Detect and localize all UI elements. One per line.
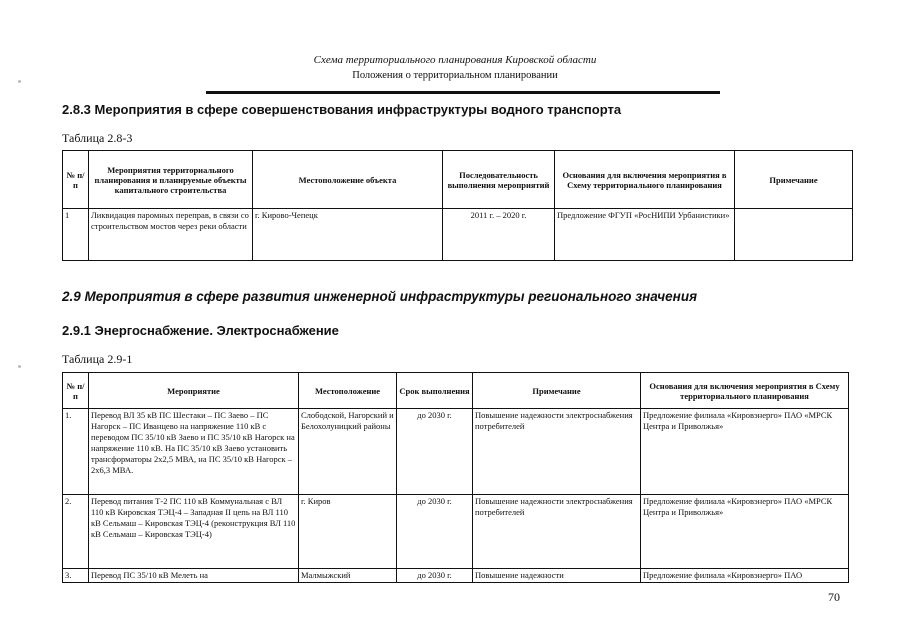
table-cell: Перевод ВЛ 35 кВ ПС Шестаки – ПС Заево – ПС Нагорск – ПС Иванцево на напряжение 110 кВ с переводом ПС 35/10 кВ Заево и ПС 35/10 кВ Нагорск на напряжение 110 кВ. На ПС 35/10 кВ Заево установить трансформаторы 2х2,5 МВА, на ПС 35/10 кВ Нагорск – 2х6,3 МВА.: [89, 409, 299, 495]
table-cell: до 2030 г.: [397, 495, 473, 569]
column-header: Мероприятие: [89, 373, 299, 409]
table-cell: г. Кирово-Чепецк: [253, 209, 443, 261]
scan-mark: [18, 80, 21, 83]
table-cell: Перевод ПС 35/10 кВ Мелеть на: [89, 569, 299, 583]
table-cell: Слободской, Нагорский и Белохолуницкий районы: [299, 409, 397, 495]
table-cell: Предложение филиала «Кировэнерго» ПАО «МРСК Центра и Приволжья»: [641, 409, 849, 495]
table-cell: Повышение надежности электроснабжения потребителей: [473, 409, 641, 495]
page-number: 70: [828, 590, 840, 604]
table-header-row: [63, 151, 853, 209]
table-header-row: [63, 373, 849, 409]
table-row: [63, 495, 849, 569]
table-cell: Предложение филиала «Кировэнерго» ПАО: [641, 569, 849, 583]
table-row: [63, 409, 849, 495]
table-cell: 3.: [63, 569, 89, 583]
table-2-9-1: [62, 372, 849, 583]
table-cell: Предложение филиала «Кировэнерго» ПАО «МРСК Центра и Приволжья»: [641, 495, 849, 569]
column-header: Последовательность выполнения мероприятий: [443, 151, 555, 209]
table-cell: Малмыжский: [299, 569, 397, 583]
document-subtitle: Положения о территориальном планировании: [352, 70, 558, 81]
table-cell: Повышение надежности электроснабжения потребителей: [473, 495, 641, 569]
table-cell: г. Киров: [299, 495, 397, 569]
table-cell: 2011 г. – 2020 г.: [443, 209, 555, 261]
table-cell: до 2030 г.: [397, 409, 473, 495]
table-row: [63, 209, 853, 261]
table-caption-2-8-3: Таблица 2.8-3: [62, 131, 133, 145]
section-heading-2-9: 2.9 Мероприятия в сфере развития инженерной инфраструктуры регионального значения: [62, 289, 698, 304]
scan-mark: [18, 365, 21, 368]
table-cell: 1.: [63, 409, 89, 495]
column-header: Местоположение объекта: [253, 151, 443, 209]
column-header: Основания для включения мероприятия в Схему территориального планирования: [641, 373, 849, 409]
column-header: Мероприятия территориального планирования и планируемые объекты капитального строительства: [89, 151, 253, 209]
table-cell: [735, 209, 853, 261]
column-header: Основания для включения мероприятия в Схему территориального планирования: [555, 151, 735, 209]
column-header: Срок выполнения: [397, 373, 473, 409]
table-cell: Предложение ФГУП «РосНИПИ Урбанистики»: [555, 209, 735, 261]
table-cell: Перевод питания Т-2 ПС 110 кВ Коммунальная с ВЛ 110 кВ Кировская ТЭЦ-4 – Западная II цепь на ВЛ 110 кВ Сельмаш – Кировская ТЭЦ-4 (реконструкция ВЛ 110 кВ Сельмаш – Кировская ТЭЦ-4): [89, 495, 299, 569]
section-heading-2-9-1: 2.9.1 Энергоснабжение. Электроснабжение: [62, 323, 339, 338]
table-cell: 1: [63, 209, 89, 261]
table-cell: 2.: [63, 495, 89, 569]
document-header: [62, 54, 848, 81]
column-header: Примечание: [473, 373, 641, 409]
column-header: Местоположение: [299, 373, 397, 409]
table-2-8-3: [62, 150, 853, 261]
table-caption-2-9-1: Таблица 2.9-1: [62, 352, 133, 366]
column-header: № п/п: [63, 373, 89, 409]
column-header: № п/п: [63, 151, 89, 209]
column-header: Примечание: [735, 151, 853, 209]
section-heading-2-8-3: 2.8.3 Мероприятия в сфере совершенствования инфраструктуры водного транспорта: [62, 102, 622, 117]
table-row: [63, 569, 849, 583]
table-cell: Ликвидация паромных переправ, в связи со строительством мостов через реки области: [89, 209, 253, 261]
table-cell: до 2030 г.: [397, 569, 473, 583]
header-rule: [206, 91, 720, 94]
table-cell: Повышение надежности: [473, 569, 641, 583]
document-title: Схема территориального планирования Кировской области: [313, 54, 597, 66]
